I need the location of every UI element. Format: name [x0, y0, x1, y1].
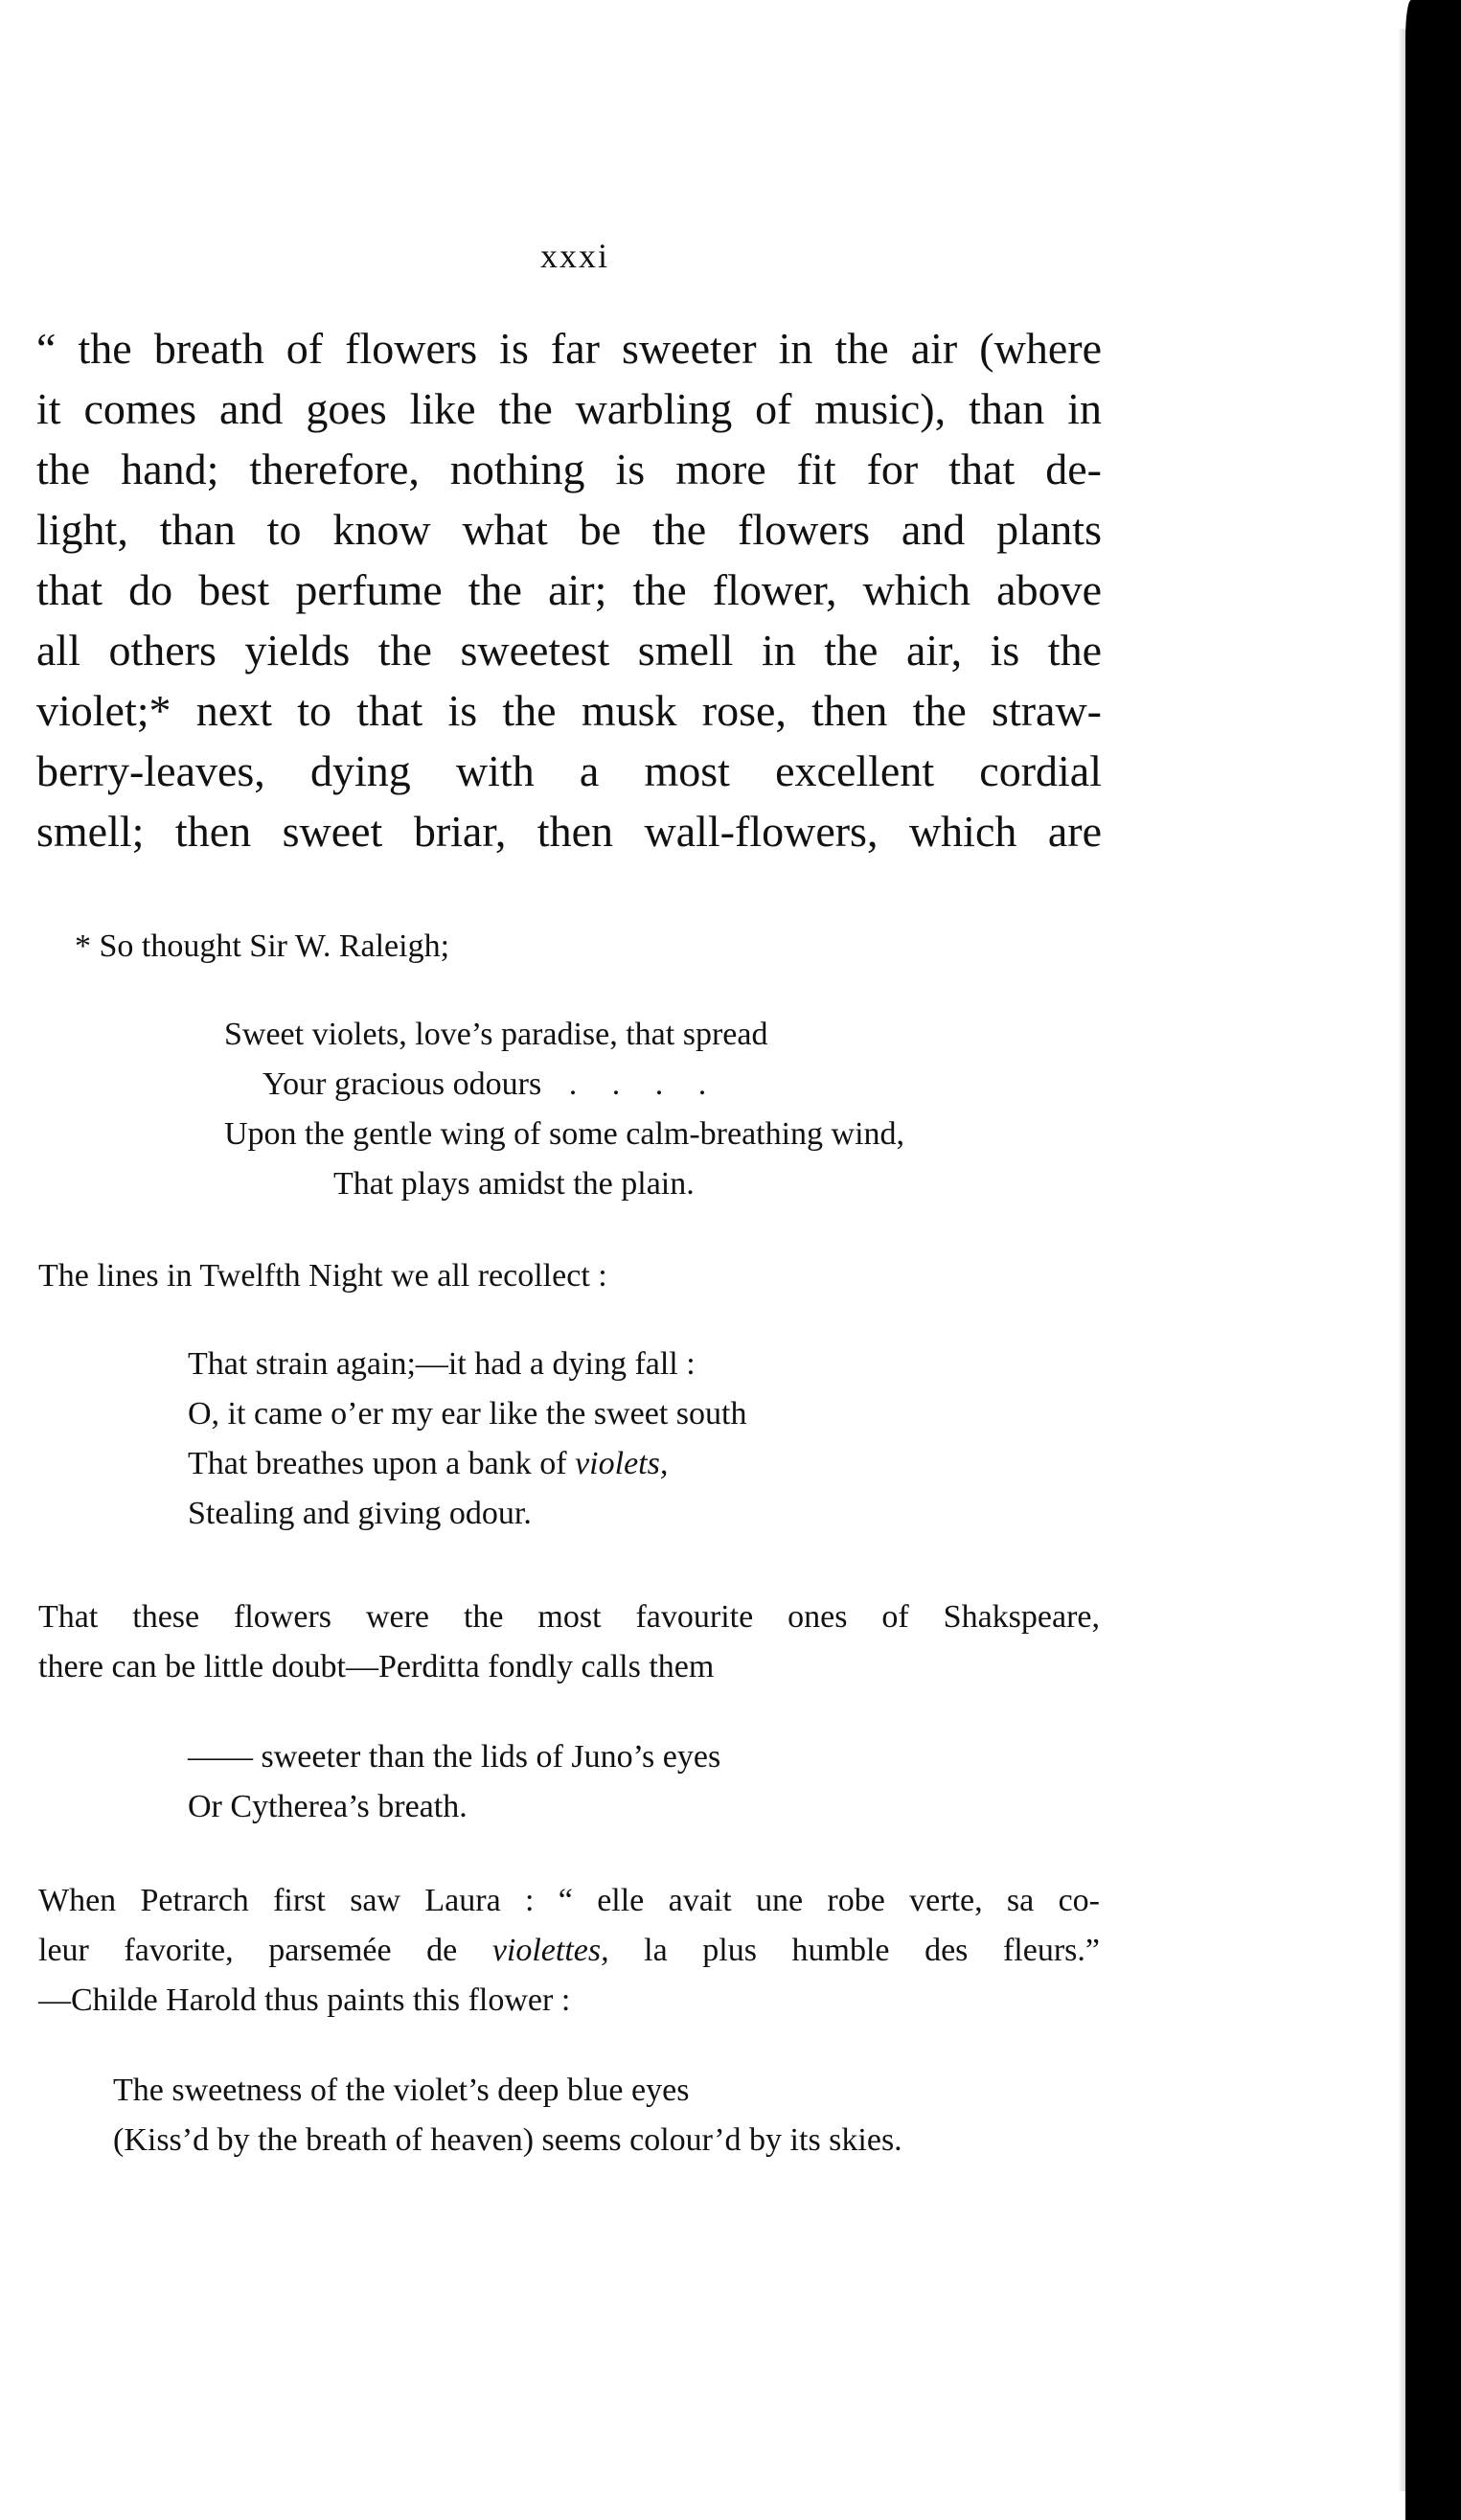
prose-line: When Petrarch first saw Laura : “ elle avait une robe verte, sa co-	[38, 1883, 1100, 1918]
page-edge-shadow	[1405, 0, 1461, 2520]
verse-line	[263, 1060, 719, 1110]
main-line: violet;* next to that is the musk rose, then the straw-	[36, 686, 1102, 735]
verse-line: That strain again;—it had a dying fall :	[188, 1346, 696, 1382]
prose-line: —Childe Harold thus paints this flower :	[38, 1982, 571, 2018]
main-line: smell; then sweet briar, then wall-flowers, which are	[36, 807, 1102, 856]
prose-text: la plus humble des fleurs.”	[608, 1933, 1100, 1968]
verse-line: —— sweeter than the lids of Juno’s eyes	[188, 1739, 721, 1775]
ellipsis-dots: . . . .	[568, 1066, 720, 1102]
footnote-intro: * So thought Sir W. Raleigh;	[75, 928, 450, 964]
verse-line: That plays amidst the plain.	[333, 1166, 695, 1202]
main-line: the hand; therefore, nothing is more fit for that de-	[36, 445, 1102, 493]
page-gutter	[1398, 29, 1405, 2491]
prose-line	[38, 1926, 1100, 1976]
verse-line: Stealing and giving odour.	[188, 1496, 532, 1531]
prose-line: there can be little doubt—Perditta fondly calls them	[38, 1649, 715, 1684]
italic-word: violets,	[575, 1446, 669, 1481]
main-line: that do best perfume the air; the flower, which above	[36, 565, 1102, 614]
verse-line: Or Cytherea’s breath.	[188, 1789, 468, 1824]
main-line: light, than to know what be the flowers and plants	[36, 505, 1102, 554]
twelfth-night-intro: The lines in Twelfth Night we all recollect :	[38, 1258, 607, 1294]
italic-word: violettes,	[491, 1933, 609, 1968]
main-line: “ the breath of flowers is far sweeter in the air (where	[36, 324, 1102, 373]
verse-text: That breathes upon a bank of	[188, 1446, 576, 1481]
verse-line: Sweet violets, love’s paradise, that spread	[224, 1017, 768, 1052]
main-line: it comes and goes like the warbling of music), than in	[36, 384, 1102, 433]
prose-line: That these flowers were the most favourite ones of Shakspeare,	[38, 1599, 1100, 1635]
prose-text: leur favorite, parsemée de	[38, 1933, 492, 1968]
verse-text: Your gracious odours	[263, 1066, 542, 1102]
verse-line: The sweetness of the violet’s deep blue eyes	[113, 2073, 690, 2108]
verse-line: O, it came o’er my ear like the sweet south	[188, 1396, 747, 1432]
main-line: all others yields the sweetest smell in the air, is the	[36, 626, 1102, 675]
main-line: berry-leaves, dying with a most excellent cordial	[36, 746, 1102, 795]
verse-line: (Kiss’d by the breath of heaven) seems colour’d by its skies.	[113, 2122, 902, 2158]
verse-line: Upon the gentle wing of some calm-breathing wind,	[224, 1116, 905, 1152]
verse-line	[188, 1439, 668, 1489]
page-number: xxxi	[539, 237, 609, 275]
